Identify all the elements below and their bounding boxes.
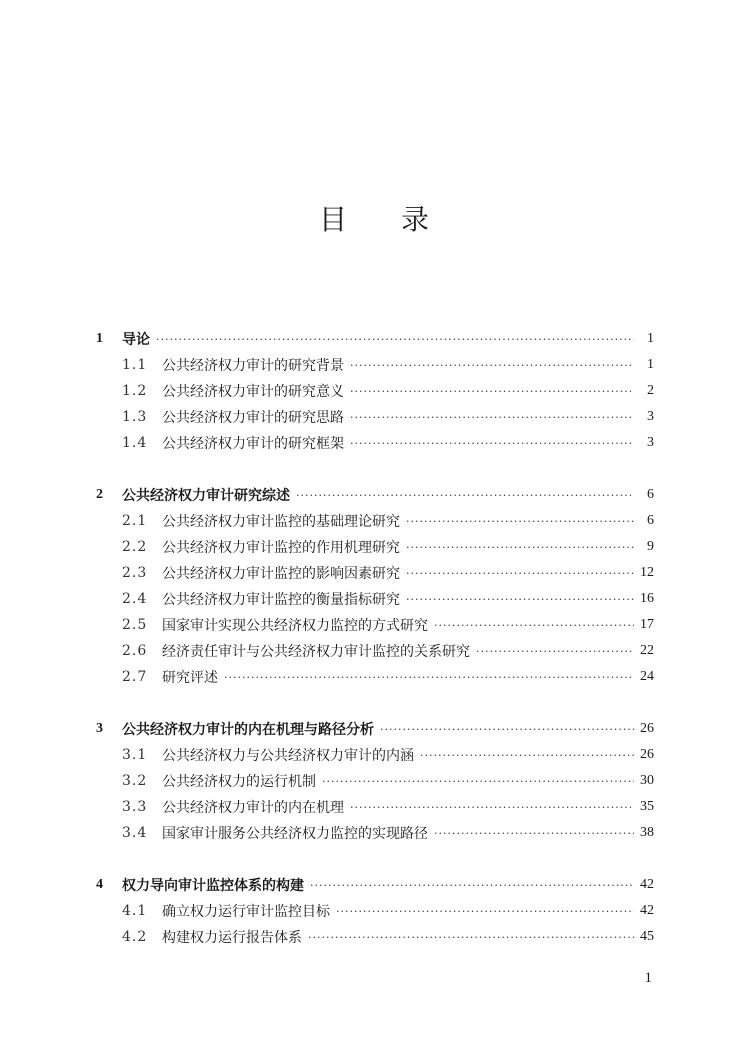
section-page-number: 1: [647, 357, 654, 372]
section-page-number: 45: [640, 929, 654, 944]
toc-section-entry[interactable]: [96, 794, 654, 820]
dot-leader: [406, 593, 634, 606]
section-page-number: 9: [647, 539, 654, 554]
section-title: 公共经济权力审计的研究思路: [162, 410, 344, 426]
section-title: 公共经济权力审计监控的基础理论研究: [162, 514, 400, 530]
chapter-page-number: 42: [640, 877, 654, 892]
toc-chapter-entry[interactable]: [96, 716, 654, 742]
section-page-number: 42: [640, 903, 654, 918]
dot-leader: [406, 541, 634, 554]
section-page-number: 17: [640, 617, 654, 632]
section-number: 2.3: [122, 565, 148, 581]
section-title: 构建权力运行报告体系: [162, 930, 302, 946]
page-title: [0, 198, 750, 238]
section-number: 2.6: [122, 643, 148, 659]
toc-chapter-entry[interactable]: [96, 872, 654, 898]
toc-section-entry[interactable]: [96, 768, 654, 794]
dot-leader: [350, 437, 634, 450]
dot-leader: [406, 567, 634, 580]
toc-section-entry[interactable]: [96, 664, 654, 690]
section-number: 3.3: [122, 799, 148, 815]
dot-leader: [406, 515, 634, 528]
section-title: 公共经济权力审计监控的影响因素研究: [162, 566, 400, 582]
section-page-number: 38: [640, 825, 654, 840]
toc-section-entry[interactable]: [96, 586, 654, 612]
chapter-title: 权力导向审计监控体系的构建: [122, 878, 304, 894]
section-title: 公共经济权力审计的研究框架: [162, 436, 344, 452]
toc-section-entry[interactable]: [96, 924, 654, 950]
section-title: 公共经济权力审计的内在机理: [162, 800, 344, 816]
section-page-number: 26: [640, 747, 654, 762]
section-page-number: 12: [640, 565, 654, 580]
toc-section-entry[interactable]: [96, 898, 654, 924]
section-page-number: 3: [647, 409, 654, 424]
dot-leader: [350, 411, 634, 424]
chapter-page-number: 26: [640, 721, 654, 736]
toc-chapter-entry[interactable]: [96, 482, 654, 508]
toc-section-entry[interactable]: [96, 508, 654, 534]
dot-leader: [420, 749, 634, 762]
toc-section-entry[interactable]: [96, 430, 654, 456]
toc-section-entry[interactable]: [96, 534, 654, 560]
chapter-number: 3: [96, 721, 103, 736]
section-number: 1.1: [122, 357, 148, 373]
section-page-number: 24: [640, 669, 654, 684]
section-title: 公共经济权力审计监控的衡量指标研究: [162, 592, 400, 608]
section-title: 经济责任审计与公共经济权力审计监控的关系研究: [162, 644, 470, 660]
table-of-contents: [96, 326, 654, 950]
dot-leader: [350, 359, 634, 372]
section-page-number: 3: [647, 435, 654, 450]
section-title: 国家审计服务公共经济权力监控的实现路径: [162, 826, 428, 842]
section-title: 研究评述: [162, 670, 218, 686]
dot-leader: [350, 801, 634, 814]
title-char: 目: [318, 203, 349, 236]
dot-leader: [434, 827, 634, 840]
chapter-title: 导论: [122, 332, 150, 348]
toc-section-entry[interactable]: [96, 742, 654, 768]
page-number: 1: [644, 970, 652, 986]
section-number: 2.5: [122, 617, 148, 633]
toc-section-entry[interactable]: [96, 820, 654, 846]
section-number: 2.1: [122, 513, 148, 529]
section-page-number: 35: [640, 799, 654, 814]
chapter-gap: [96, 690, 654, 716]
toc-chapter-entry[interactable]: [96, 326, 654, 352]
chapter-title: 公共经济权力审计研究综述: [122, 488, 290, 504]
section-page-number: 30: [640, 773, 654, 788]
title-char: 录: [401, 203, 432, 236]
dot-leader: [156, 333, 634, 346]
section-title: 公共经济权力的运行机制: [162, 774, 316, 790]
chapter-gap: [96, 456, 654, 482]
dot-leader: [224, 671, 634, 684]
dot-leader: [476, 645, 634, 658]
toc-section-entry[interactable]: [96, 378, 654, 404]
section-number: 2.4: [122, 591, 148, 607]
chapter-title: 公共经济权力审计的内在机理与路径分析: [122, 722, 374, 738]
chapter-number: 1: [96, 331, 103, 346]
section-number: 4.1: [122, 903, 148, 919]
section-title: 公共经济权力审计监控的作用机理研究: [162, 540, 400, 556]
dot-leader: [308, 931, 634, 944]
section-number: 2.2: [122, 539, 148, 555]
section-number: 4.2: [122, 929, 148, 945]
dot-leader: [434, 619, 634, 632]
chapter-page-number: 1: [647, 331, 654, 346]
section-number: 1.3: [122, 409, 148, 425]
chapter-number: 4: [96, 877, 103, 892]
toc-section-entry[interactable]: [96, 404, 654, 430]
section-page-number: 6: [647, 513, 654, 528]
dot-leader: [296, 489, 634, 502]
dot-leader: [350, 385, 634, 398]
dot-leader: [310, 879, 634, 892]
section-title: 公共经济权力审计的研究意义: [162, 384, 344, 400]
section-title: 确立权力运行审计监控目标: [162, 904, 330, 920]
chapter-number: 2: [96, 487, 103, 502]
section-number: 2.7: [122, 669, 148, 685]
section-number: 3.1: [122, 747, 148, 763]
section-page-number: 16: [640, 591, 654, 606]
section-title: 公共经济权力与公共经济权力审计的内涵: [162, 748, 414, 764]
chapter-page-number: 6: [647, 487, 654, 502]
section-number: 1.4: [122, 435, 148, 451]
section-page-number: 2: [647, 383, 654, 398]
toc-section-entry[interactable]: [96, 560, 654, 586]
section-title: 国家审计实现公共经济权力监控的方式研究: [162, 618, 428, 634]
toc-section-entry[interactable]: [96, 638, 654, 664]
section-number: 3.2: [122, 773, 148, 789]
section-number: 1.2: [122, 383, 148, 399]
dot-leader: [336, 905, 634, 918]
toc-section-entry[interactable]: [96, 352, 654, 378]
dot-leader: [322, 775, 634, 788]
section-title: 公共经济权力审计的研究背景: [162, 358, 344, 374]
chapter-gap: [96, 846, 654, 872]
dot-leader: [380, 723, 634, 736]
section-page-number: 22: [640, 643, 654, 658]
section-number: 3.4: [122, 825, 148, 841]
toc-section-entry[interactable]: [96, 612, 654, 638]
